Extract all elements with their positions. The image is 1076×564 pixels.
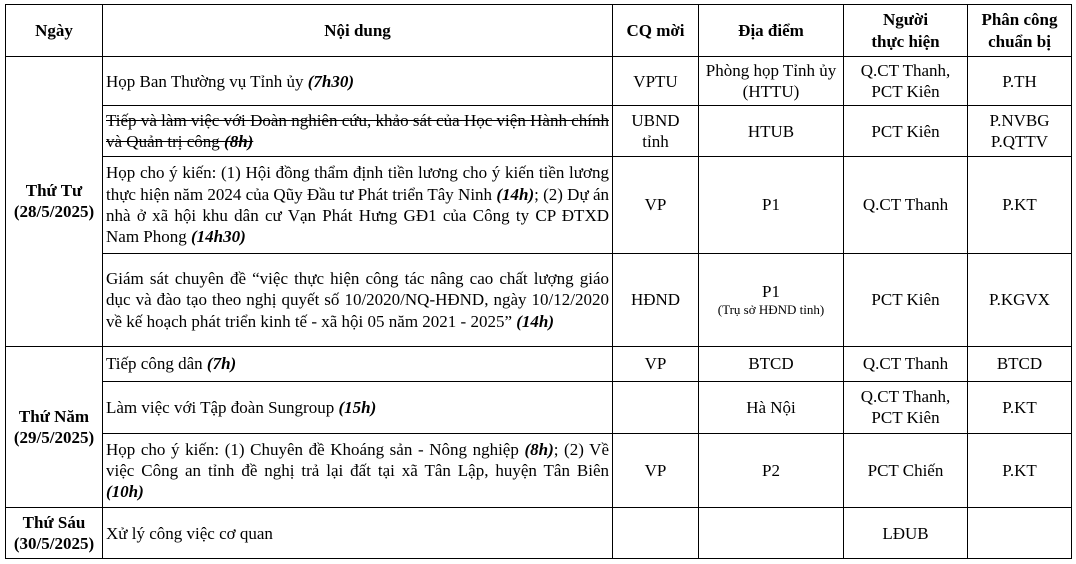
table-row: [6, 382, 1072, 434]
location-cell: P2: [699, 433, 844, 508]
prep-cell: P.KT: [968, 382, 1072, 434]
inviter-cell: VP: [613, 156, 699, 253]
location-note: (Trụ sở HĐND tỉnh): [717, 302, 825, 318]
content-cell: Tiếp và làm việc với Đoàn nghiên cứu, khảo sát của Học viện Hành chính và Quản trị công (8h): [103, 106, 613, 157]
content-cell: Họp cho ý kiến: (1) Hội đồng thẩm định tiền lương cho ý kiến tiền lương thực hiện năm 2024 của Qũy Đầu tư Phát triển Tây Ninh (14h); (2) Dự án nhà ở xã hội khu dân cư Vạn Phát Hưng GĐ1 của Công ty CP ĐTXD Nam Phong (14h30): [103, 156, 613, 253]
prep-cell: P.TH: [968, 57, 1072, 106]
content-cell: Họp Ban Thường vụ Tỉnh ủy (7h30): [103, 57, 613, 106]
performer-cell: PCT Chiến: [844, 433, 968, 508]
header-performer: Người thực hiện: [844, 5, 968, 57]
content-cell: Làm việc với Tập đoàn Sungroup (15h): [103, 382, 613, 434]
day-cell-friday: Thứ Sáu (30/5/2025): [6, 508, 103, 559]
location-cell: Hà Nội: [699, 382, 844, 434]
day-cell-wednesday: Thứ Tư (28/5/2025): [6, 57, 103, 347]
table-row: [6, 106, 1072, 157]
performer-cell: Q.CT Thanh, PCT Kiên: [844, 382, 968, 434]
performer-cell: Q.CT Thanh, PCT Kiên: [844, 57, 968, 106]
table-row: [6, 508, 1072, 559]
location-cell: [699, 508, 844, 559]
prep-cell: P.NVBG P.QTTV: [968, 106, 1072, 157]
location-cell: HTUB: [699, 106, 844, 157]
header-prep: Phân công chuẩn bị: [968, 5, 1072, 57]
inviter-cell: VP: [613, 433, 699, 508]
prep-cell: [968, 508, 1072, 559]
header-inviter: CQ mời: [613, 5, 699, 57]
table-row: [6, 156, 1072, 253]
prep-cell: P.KT: [968, 433, 1072, 508]
inviter-cell: UBND tỉnh: [613, 106, 699, 157]
performer-cell: PCT Kiên: [844, 253, 968, 346]
location-cell: BTCD: [699, 346, 844, 381]
location-cell: Phòng họp Tỉnh ủy (HTTU): [699, 57, 844, 106]
performer-cell: LĐUB: [844, 508, 968, 559]
prep-cell: P.KGVX: [968, 253, 1072, 346]
table-row: [6, 57, 1072, 106]
header-location: Địa điểm: [699, 5, 844, 57]
table-row: [6, 433, 1072, 508]
schedule-table: [5, 4, 1072, 559]
content-cell: Họp cho ý kiến: (1) Chuyên đề Khoáng sản - Nông nghiệp (8h); (2) Về việc Công an tỉnh đề nghị trả lại đất tại xã Tân Lập, huyện Tân Biên (10h): [103, 433, 613, 508]
inviter-cell: [613, 382, 699, 434]
content-cell: Giám sát chuyên đề “việc thực hiện công tác nâng cao chất lượng giáo dục và đào tạo theo nghị quyết số 10/2020/NQ-HĐND, ngày 10/12/2020 về kế hoạch phát triển kinh tế - xã hội 05 năm 2021 - 2025” (14h): [103, 253, 613, 346]
header-row: [6, 5, 1072, 57]
location-cell: P1: [699, 156, 844, 253]
performer-cell: Q.CT Thanh: [844, 156, 968, 253]
day-cell-thursday: Thứ Năm (29/5/2025): [6, 346, 103, 508]
table-row: [6, 253, 1072, 346]
prep-cell: P.KT: [968, 156, 1072, 253]
header-content: Nội dung: [103, 5, 613, 57]
inviter-cell: VP: [613, 346, 699, 381]
prep-cell: BTCD: [968, 346, 1072, 381]
performer-cell: Q.CT Thanh: [844, 346, 968, 381]
inviter-cell: VPTU: [613, 57, 699, 106]
performer-cell: PCT Kiên: [844, 106, 968, 157]
content-cell: Xử lý công việc cơ quan: [103, 508, 613, 559]
header-day: Ngày: [6, 5, 103, 57]
inviter-cell: [613, 508, 699, 559]
table-row: [6, 346, 1072, 381]
inviter-cell: HĐND: [613, 253, 699, 346]
content-cell: Tiếp công dân (7h): [103, 346, 613, 381]
location-cell: P1 (Trụ sở HĐND tỉnh): [699, 253, 844, 346]
